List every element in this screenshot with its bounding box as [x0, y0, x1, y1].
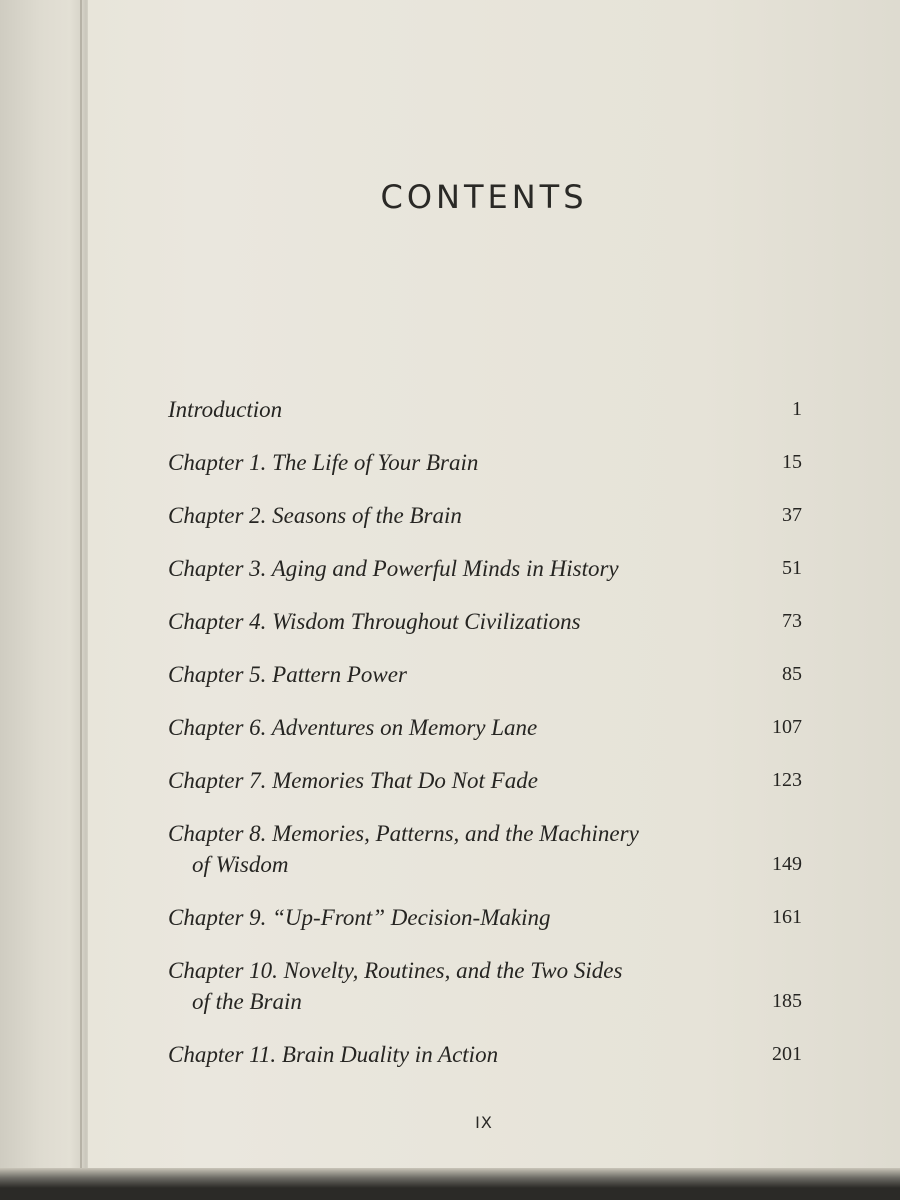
toc-entry — [168, 553, 802, 584]
toc-entry — [168, 1039, 802, 1070]
toc-entry — [168, 394, 802, 425]
toc-entry — [168, 500, 802, 531]
toc-entry-page-number: 149 — [772, 853, 802, 875]
toc-entry-page-number: 123 — [772, 769, 802, 791]
toc-entry-title — [168, 765, 708, 796]
contents-heading: CONTENTS — [380, 178, 588, 216]
table-of-contents — [168, 394, 802, 1092]
toc-entry-title — [168, 1039, 708, 1070]
toc-entry-title — [168, 606, 708, 637]
binding-line — [80, 0, 82, 1180]
toc-entry-title-line: Chapter 11. Brain Duality in Action — [168, 1042, 499, 1067]
toc-entry-page-number: 201 — [772, 1043, 802, 1065]
toc-entry-title-continuation: of the Brain — [192, 989, 302, 1014]
toc-entry-page-number: 15 — [782, 451, 802, 473]
toc-entry-title-line: Chapter 8. Memories, Patterns, and the Machinery — [168, 821, 639, 846]
toc-entry-title — [168, 955, 708, 1017]
page-bottom-edge — [0, 1168, 900, 1200]
toc-entry-title — [168, 818, 708, 880]
toc-entry-page-number: 51 — [782, 557, 802, 579]
toc-entry-title — [168, 712, 708, 743]
toc-entry-page-number: 37 — [782, 504, 802, 526]
toc-entry — [168, 712, 802, 743]
toc-entry-page-number: 85 — [782, 663, 802, 685]
toc-entry-title-line: Introduction — [168, 397, 283, 422]
toc-entry — [168, 447, 802, 478]
toc-entry-title-continuation: of Wisdom — [192, 852, 289, 877]
toc-entry-page-number: 1 — [792, 398, 802, 420]
toc-entry-title-line: Chapter 6. Adventures on Memory Lane — [168, 715, 538, 740]
toc-entry-title-line: Chapter 4. Wisdom Throughout Civilizations — [168, 609, 581, 634]
toc-entry-title-line: Chapter 1. The Life of Your Brain — [168, 450, 479, 475]
page-gutter — [0, 0, 88, 1180]
toc-entry-page-number: 185 — [772, 990, 802, 1012]
toc-entry — [168, 765, 802, 796]
page-number: IX — [475, 1113, 493, 1132]
toc-entry-title-line: Chapter 10. Novelty, Routines, and the Two Sides — [168, 958, 623, 983]
toc-entry-title-line: Chapter 5. Pattern Power — [168, 662, 407, 687]
toc-entry-page-number: 73 — [782, 610, 802, 632]
toc-entry — [168, 902, 802, 933]
toc-entry-title — [168, 659, 708, 690]
toc-entry-title-line: Chapter 9. “Up-Front” Decision-Making — [168, 905, 551, 930]
toc-entry-title — [168, 553, 708, 584]
toc-entry-page-number: 107 — [772, 716, 802, 738]
toc-entry-title-line: Chapter 7. Memories That Do Not Fade — [168, 768, 538, 793]
toc-entry-title-line: Chapter 2. Seasons of the Brain — [168, 503, 462, 528]
toc-entry — [168, 659, 802, 690]
toc-entry — [168, 955, 802, 1017]
toc-entry-title — [168, 902, 708, 933]
toc-entry-title — [168, 500, 708, 531]
toc-entry — [168, 606, 802, 637]
toc-entry-title — [168, 447, 708, 478]
toc-entry-page-number: 161 — [772, 906, 802, 928]
toc-entry-title — [168, 394, 708, 425]
toc-entry-title-line: Chapter 3. Aging and Powerful Minds in History — [168, 556, 619, 581]
toc-entry — [168, 818, 802, 880]
